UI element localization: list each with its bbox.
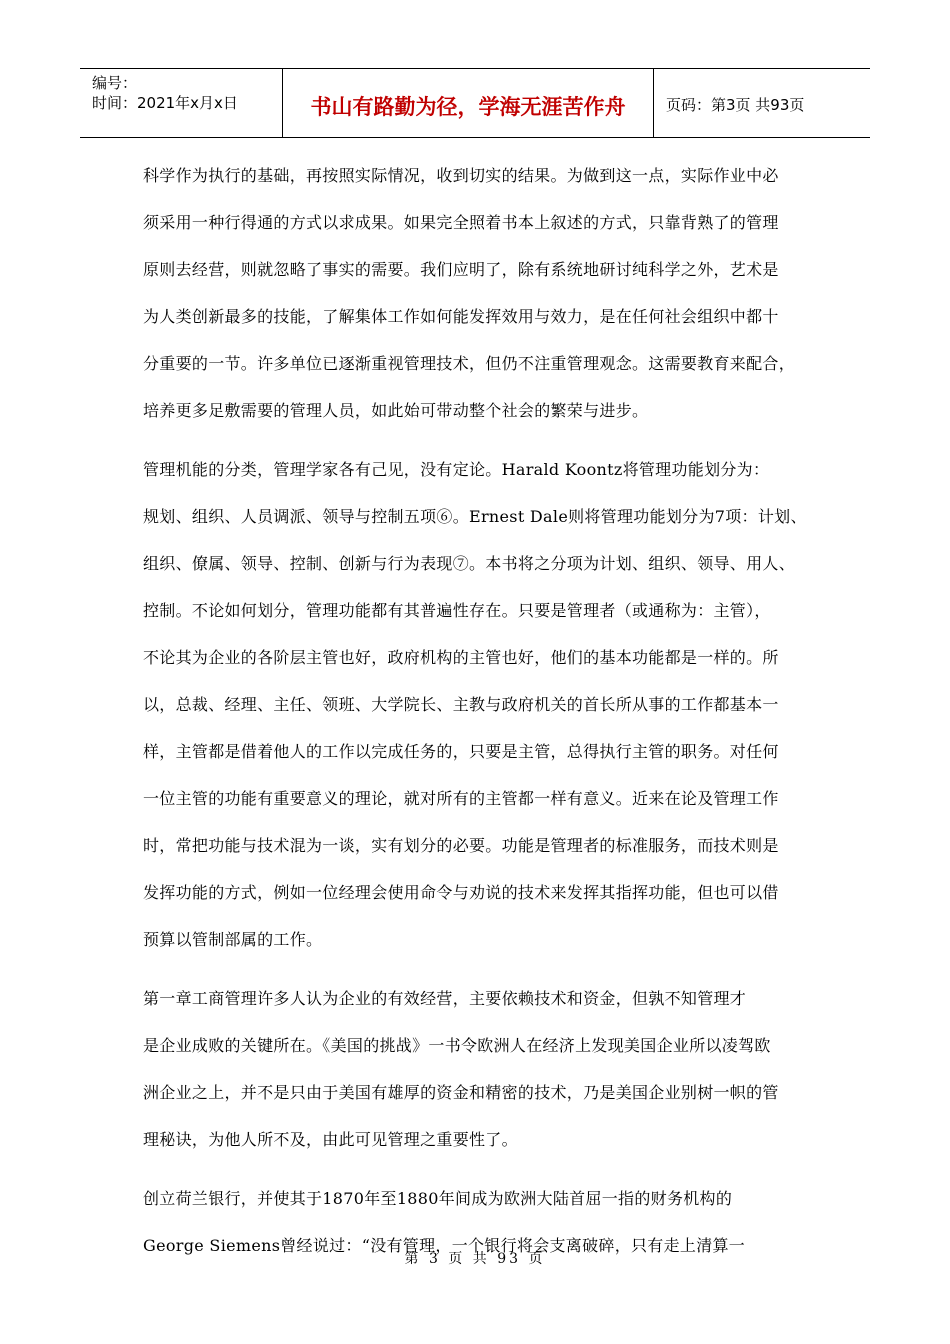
text-line: George Siemens曾经说过：“没有管理，一个银行将会支离破碎，只有走上清算一	[143, 1236, 746, 1255]
text-line: 原则去经营，则就忽略了事实的需要。我们应明了，除有系统地研讨纯科学之外，艺术是	[143, 260, 779, 279]
text-line: 规划、组织、人员调派、领导与控制五项⑥。Ernest Dale则将管理功能划分为7项：计划、	[143, 507, 807, 526]
text-line: 分重要的一节。许多单位已逐渐重视管理技术，但仍不注重管理观念。这需要教育来配合，	[143, 354, 796, 373]
text-line: 管理机能的分类，管理学家各有己见，没有定论。Harald Koontz将管理功能划分为：	[143, 460, 770, 479]
header-motto: 书山有路勤为径，学海无涯苦作舟	[310, 95, 626, 119]
text-line: 一位主管的功能有重要意义的理论，就对所有的主管都一样有意义。近来在论及管理工作	[143, 789, 779, 808]
header-page-cell	[654, 69, 870, 137]
paragraph	[143, 446, 823, 963]
text-line: 以，总裁、经理、主任、领班、大学院长、主教与政府机关的首长所从事的工作都基本一	[143, 695, 779, 714]
text-line: 科学作为执行的基础，再按照实际情况，收到切实的结果。为做到这一点，实际作业中必	[143, 166, 779, 185]
text-line: 时，常把功能与技术混为一谈，实有划分的必要。功能是管理者的标准服务，而技术则是	[143, 836, 779, 855]
text-line: 理秘诀，为他人所不及，由此可见管理之重要性了。	[143, 1130, 518, 1149]
text-line: 组织、僚属、领导、控制、创新与行为表现⑦。本书将之分项为计划、组织、领导、用人、	[143, 554, 796, 573]
text-line: 洲企业之上，并不是只由于美国有雄厚的资金和精密的技术，乃是美国企业别树一帜的管	[143, 1083, 779, 1102]
header-meta-cell	[80, 69, 283, 137]
text-line: 样，主管都是借着他人的工作以完成任务的，只要是主管，总得执行主管的职务。对任何	[143, 742, 779, 761]
header-motto-cell	[283, 69, 654, 137]
paragraph	[143, 975, 823, 1163]
text-line: 创立荷兰银行，并使其于1870年至1880年间成为欧洲大陆首屈一指的财务机构的	[143, 1189, 733, 1208]
text-line: 预算以管制部属的工作。	[143, 930, 323, 949]
text-line: 是企业成败的关键所在。《美国的挑战》一书令欧洲人在经济上发现美国企业所以凌驾欧	[143, 1036, 771, 1055]
paragraph	[143, 152, 823, 434]
text-line: 不论其为企业的各阶层主管也好，政府机构的主管也好，他们的基本功能都是一样的。所	[143, 648, 779, 667]
text-line: 须采用一种行得通的方式以求成果。如果完全照着书本上叙述的方式，只靠背熟了的管理	[143, 213, 779, 232]
text-line: 第一章工商管理许多人认为企业的有效经营，主要依赖技术和资金，但孰不知管理才	[143, 989, 747, 1008]
page-header	[80, 68, 870, 138]
text-line: 发挥功能的方式，例如一位经理会使用命令与劝说的技术来发挥其指挥功能，但也可以借	[143, 883, 779, 902]
document-body	[143, 152, 823, 1269]
document-date-label: 时间：2021年x月x日	[92, 94, 238, 112]
text-line: 为人类创新最多的技能，了解集体工作如何能发挥效用与效力，是在任何社会组织中都十	[143, 307, 779, 326]
document-number-label: 编号：	[92, 74, 138, 92]
text-line: 控制。不论如何划分，管理功能都有其普遍性存在。只要是管理者（或通称为：主管），	[143, 601, 771, 620]
page-footer: 第 3 页 共 93 页	[404, 1251, 546, 1267]
header-page-info: 页码：第3页 共93页	[666, 96, 805, 114]
text-line: 培养更多足敷需要的管理人员，如此始可带动整个社会的繁荣与进步。	[143, 401, 649, 420]
